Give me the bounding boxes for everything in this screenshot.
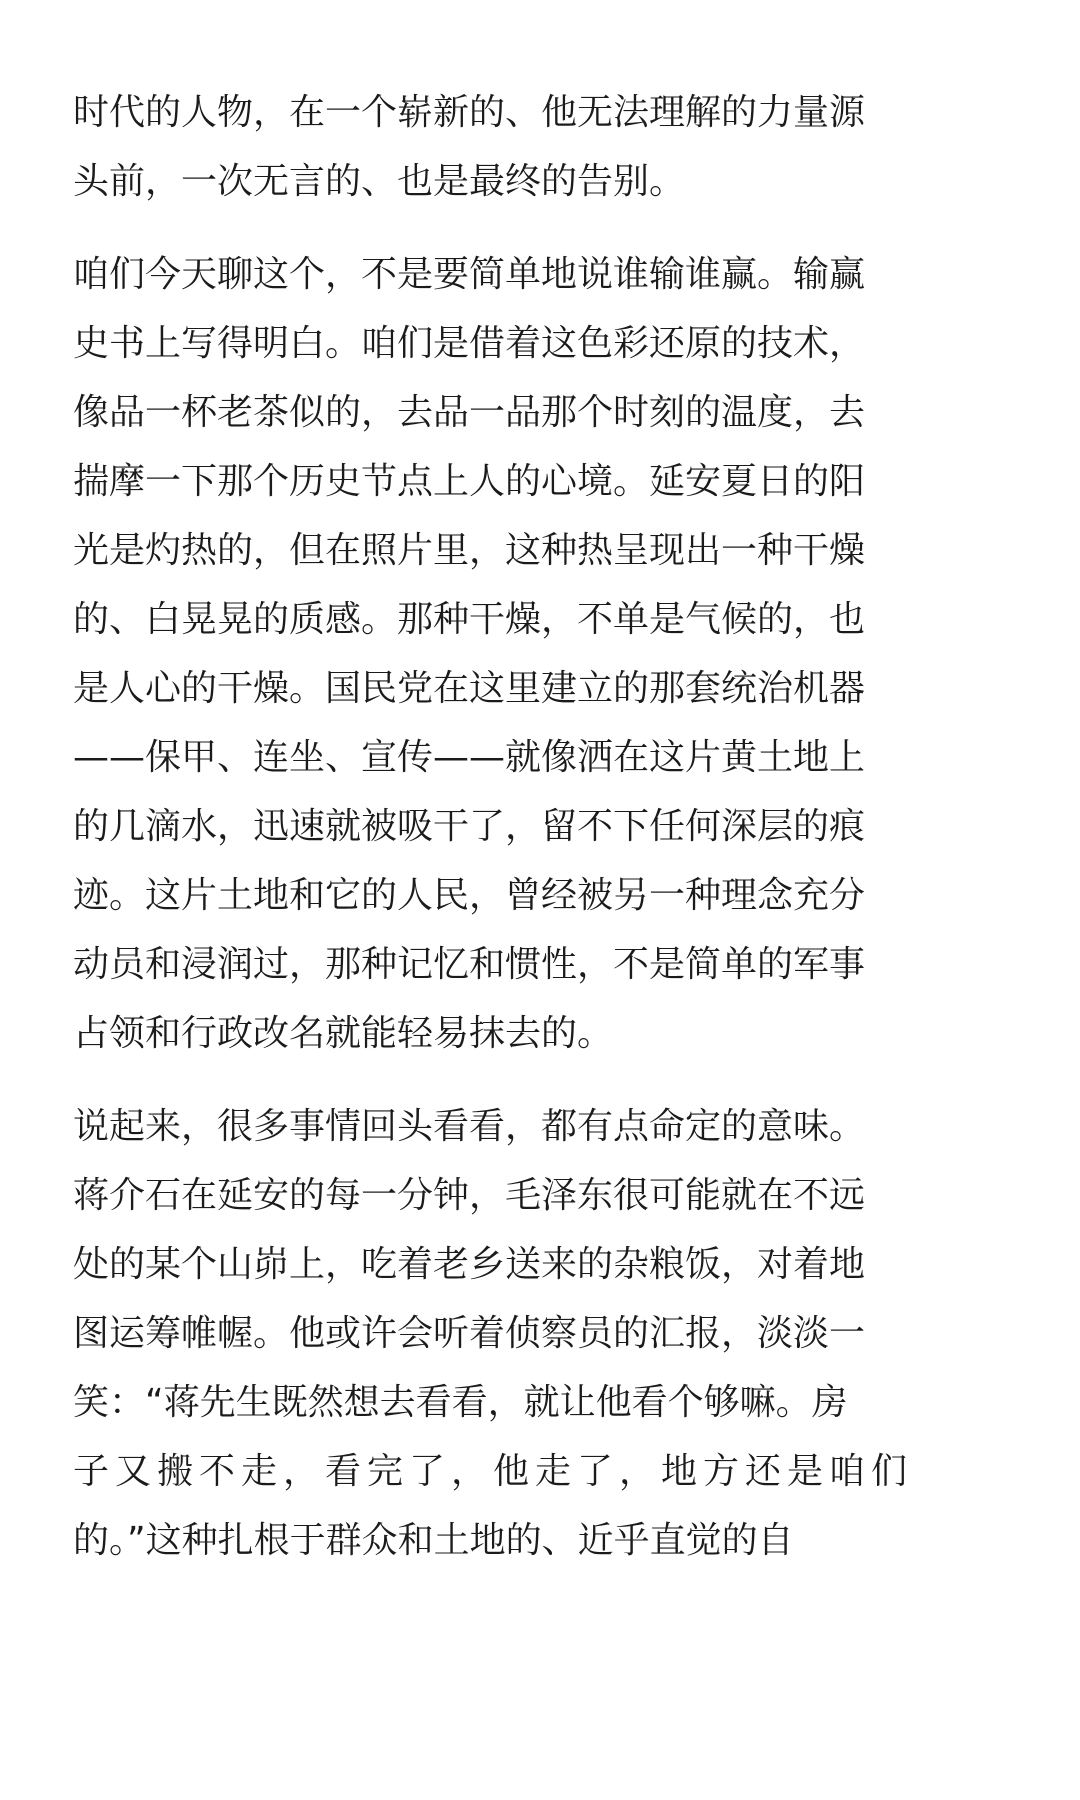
text-line: 说起来，很多事情回头看看，都有点命定的意味。 — [73, 1106, 866, 1147]
text-line: 像品一杯老茶似的，去品一品那个时刻的温度，去 — [73, 392, 866, 433]
text-line: 动员和浸润过，那种记忆和惯性，不是简单的军事 — [73, 944, 866, 985]
text-line: ——保甲、连坐、宣传——就像洒在这片黄土地上 — [73, 737, 866, 778]
text-line: 子又搬不走，看完了，他走了，地方还是咱们 — [73, 1451, 914, 1492]
text-line: 光是灼热的，但在照片里，这种热呈现出一种干燥 — [73, 530, 866, 571]
paragraph — [73, 1092, 1013, 1575]
text-line: 的。”这种扎根于群众和土地的、近乎直觉的自 — [73, 1520, 794, 1561]
text-line: 的几滴水，迅速就被吸干了，留不下任何深层的痕 — [73, 806, 866, 847]
text-line: 处的某个山峁上，吃着老乡送来的杂粮饭，对着地 — [73, 1244, 866, 1285]
paragraph — [73, 78, 1013, 216]
text-line: 史书上写得明白。咱们是借着这色彩还原的技术， — [73, 323, 866, 364]
text-line: 蒋介石在延安的每一分钟，毛泽东很可能就在不远 — [73, 1175, 866, 1216]
paragraph — [73, 240, 1013, 1068]
text-line: 揣摩一下那个历史节点上人的心境。延安夏日的阳 — [73, 461, 866, 502]
text-line: 笑：“蒋先生既然想去看看，就让他看个够嘛。房 — [73, 1382, 848, 1423]
text-line: 是人心的干燥。国民党在这里建立的那套统治机器 — [73, 668, 866, 709]
text-line: 迹。这片土地和它的人民，曾经被另一种理念充分 — [73, 875, 866, 916]
text-line: 占领和行政改名就能轻易抹去的。 — [73, 1013, 614, 1054]
article-body — [73, 78, 1013, 1575]
text-line: 时代的人物，在一个崭新的、他无法理解的力量源 — [73, 92, 866, 133]
text-line: 头前，一次无言的、也是最终的告别。 — [73, 161, 686, 202]
text-line: 图运筹帷幄。他或许会听着侦察员的汇报，淡淡一 — [73, 1313, 866, 1354]
text-line: 的、白晃晃的质感。那种干燥，不单是气候的，也 — [73, 599, 866, 640]
text-line: 咱们今天聊这个，不是要简单地说谁输谁赢。输赢 — [73, 254, 866, 295]
